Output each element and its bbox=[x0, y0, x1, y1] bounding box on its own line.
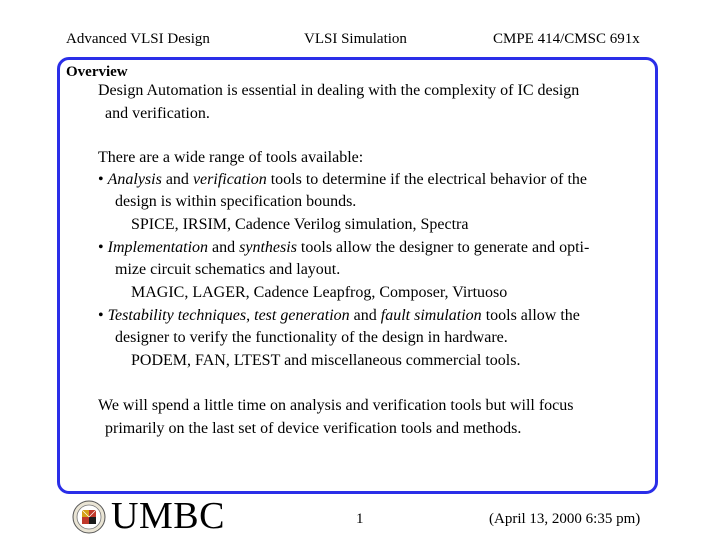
bullet-analysis-examples: SPICE, IRSIM, Cadence Verilog simulation, Spectra bbox=[131, 216, 469, 233]
intro-line-1: Design Automation is essential in dealing with the complexity of IC design bbox=[98, 82, 580, 99]
comma: , bbox=[246, 307, 251, 324]
term-test-generation: test generation bbox=[254, 307, 350, 324]
intro-line-2: and verification. bbox=[105, 105, 210, 122]
bullet-testability bbox=[98, 306, 580, 326]
closing-line-1: We will spend a little time on analysis and verification tools but will focus bbox=[98, 397, 574, 414]
bullet-text: tools to determine if the electrical behavior of the bbox=[270, 171, 588, 188]
conj-and: and bbox=[165, 171, 189, 188]
footer-date: (April 13, 2000 6:35 pm) bbox=[489, 511, 641, 527]
umbc-wordmark: UMBC bbox=[111, 495, 225, 537]
umbc-seal-icon bbox=[72, 500, 106, 534]
section-title: Overview bbox=[66, 64, 128, 80]
term-fault-simulation: fault simulation bbox=[380, 307, 482, 324]
term-analysis: Analysis bbox=[107, 171, 162, 188]
header-course-title: Advanced VLSI Design bbox=[66, 31, 210, 47]
header-course-code: CMPE 414/CMSC 691x bbox=[493, 31, 640, 47]
bullet-testability-examples: PODEM, FAN, LTEST and miscellaneous commercial tools. bbox=[131, 352, 521, 369]
bullet-implementation bbox=[98, 238, 589, 258]
closing-line-2: primarily on the last set of device verification tools and methods. bbox=[105, 420, 522, 437]
bullet-marker: • bbox=[98, 171, 104, 188]
bullet-analysis-line-2: design is within specification bounds. bbox=[115, 193, 357, 210]
conj-and: and bbox=[353, 307, 377, 324]
bullet-implementation-line-2: mize circuit schematics and layout. bbox=[115, 261, 341, 278]
term-testability-techniques: Testability techniques bbox=[107, 307, 247, 324]
conj-and: and bbox=[212, 239, 236, 256]
bullet-marker: • bbox=[98, 307, 104, 324]
term-verification: verification bbox=[192, 171, 267, 188]
page-number: 1 bbox=[356, 511, 364, 527]
bullet-implementation-examples: MAGIC, LAGER, Cadence Leapfrog, Composer, Virtuoso bbox=[131, 284, 508, 301]
term-synthesis: synthesis bbox=[239, 239, 297, 256]
bullet-text: tools allow the bbox=[485, 307, 580, 324]
bullet-testability-line-2: designer to verify the functionality of the design in hardware. bbox=[115, 329, 508, 346]
bullet-text: tools allow the designer to generate and opti- bbox=[300, 239, 590, 256]
term-implementation: Implementation bbox=[107, 239, 209, 256]
header-topic: VLSI Simulation bbox=[304, 31, 407, 47]
bullet-marker: • bbox=[98, 239, 104, 256]
bullet-analysis bbox=[98, 170, 587, 190]
tools-intro: There are a wide range of tools available: bbox=[98, 149, 364, 166]
